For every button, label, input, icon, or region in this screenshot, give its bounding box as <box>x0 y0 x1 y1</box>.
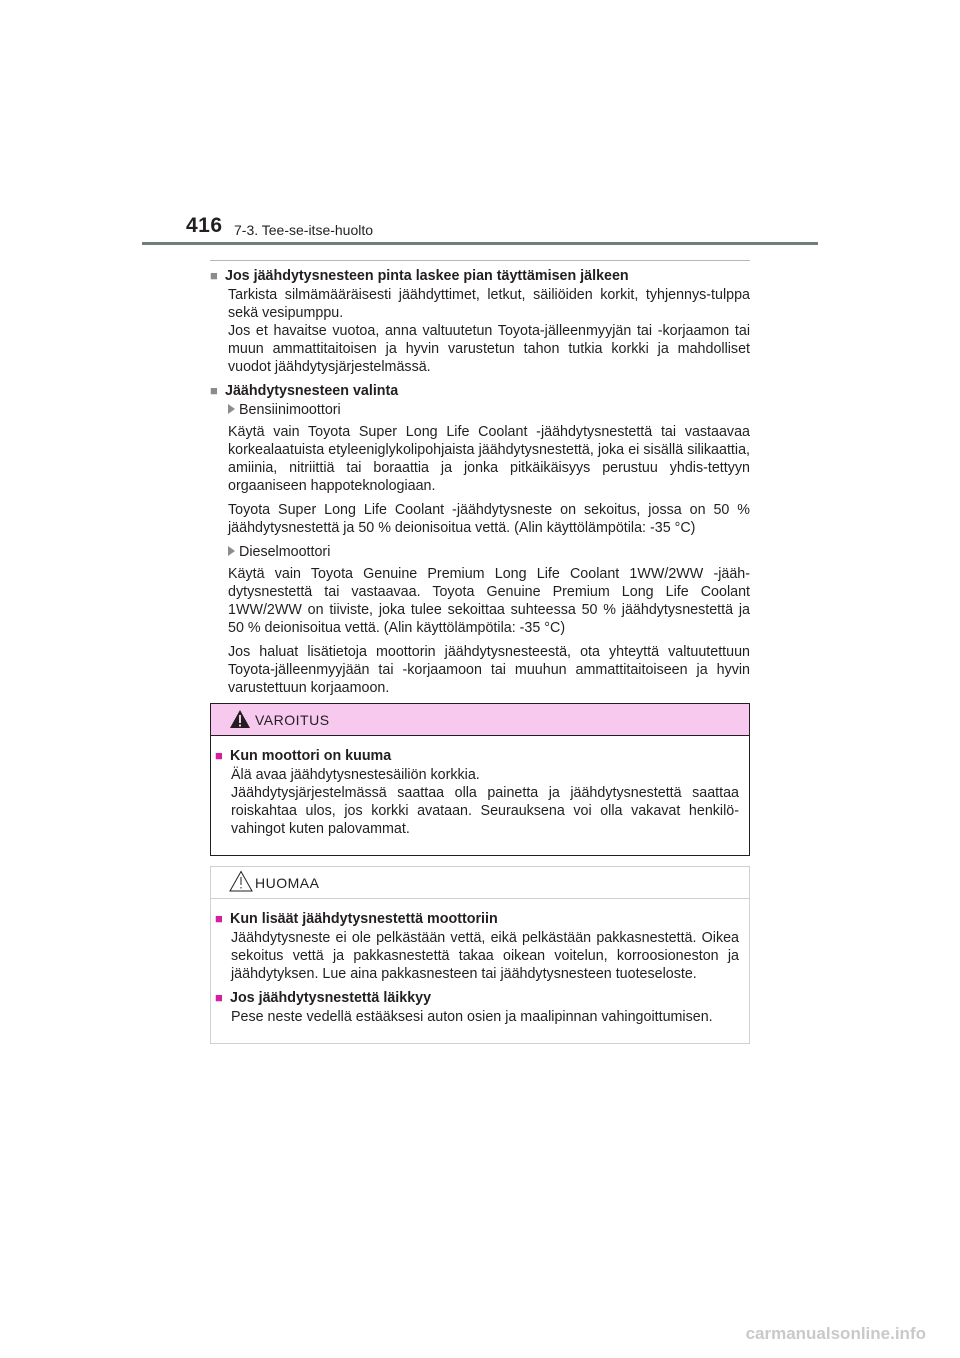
warning-label: VAROITUS <box>255 712 330 728</box>
paragraph: Käytä vain Toyota Super Long Life Coolant -jäähdytysnestettä tai vastaavaa korkealaatuista etyleeniglykolipohjaista jäähdytysnestettä, joka ei sisällä silikaattia, amiinia, nitriittiä tai boraattia ja jonka pitkäikäisyys perustuu yhdis-tettyyn orgaaniseen happoteknologiaan. <box>228 424 750 494</box>
notice-heading <box>215 989 739 1007</box>
page-number: 416 <box>186 214 223 237</box>
subheading-text: Dieselmoottori <box>239 544 331 560</box>
section-coolant-selection <box>210 382 750 697</box>
warning-header <box>211 704 749 736</box>
paragraph: Jos et havaitse vuotoa, anna valtuutetun Toyota-jälleenmyyjän tai -korjaamon tai muun ammattitaitoisen ja hyvin varustetun tahon tutkia korkki ja mahdolliset vuodot jäähdytysjärjestelmässä. <box>228 323 750 375</box>
triangle-bullet-icon <box>228 546 235 556</box>
section-heading <box>210 267 750 285</box>
content-top-rule <box>210 260 750 261</box>
heading-text: Kun moottori on kuuma <box>230 748 392 764</box>
paragraph: Käytä vain Toyota Genuine Premium Long Life Coolant 1WW/2WW -jääh-dytysnestettä tai vastaavaa. Toyota Genuine Premium Long Life Coolant 1WW/2WW on tiiviste, joka tulee sekoittaa suhteessa 50 % jäähdytysnestettä ja 50 % deionisoitua vettä. (Alin käyttölämpötila: -35 °C) <box>228 566 750 636</box>
subheading-petrol <box>228 401 750 419</box>
warning-body <box>211 736 749 838</box>
square-bullet-icon: ■ <box>210 268 218 283</box>
warning-box <box>210 703 750 856</box>
section-heading <box>210 382 750 400</box>
triangle-bullet-icon <box>228 404 235 414</box>
caution-triangle-icon <box>229 870 253 892</box>
warning-triangle-icon <box>229 709 251 729</box>
notice-header <box>211 867 749 899</box>
main-content <box>210 267 750 703</box>
paragraph: Pese neste vedellä estääksesi auton osien ja maalipinnan vahingoittumisen. <box>231 1009 713 1025</box>
square-bullet-icon: ■ <box>215 748 223 763</box>
heading-text: Jos jäähdytysnestettä läikkyy <box>230 990 432 1006</box>
warning-heading <box>215 747 739 765</box>
paragraph: Jäähdytysneste ei ole pelkästään vettä, eikä pelkästään pakkasnestettä. Oikea sekoitus vettä ja pakkasnestettä takaa oikean voitelun, korroosioneston ja jäähdytyksen. Lue aina pakkasnesteen tai jäähdytysnesteen tuoteseloste. <box>231 930 739 982</box>
footer-watermark: carmanualsonline.info <box>745 1324 926 1343</box>
paragraph: Jäähdytysjärjestelmässä saattaa olla painetta ja jäähdytysnestettä saattaa roiskahtaa ulos, jos korkki avataan. Seurauksena voi olla vakavat henkilö-vahingot kuten palovammat. <box>231 785 739 837</box>
notice-body <box>211 899 749 1026</box>
square-bullet-icon: ■ <box>215 990 223 1005</box>
header-rule <box>142 242 818 245</box>
paragraph: Jos haluat lisätietoja moottorin jäähdytysnesteestä, ota yhteyttä valtuutettuun Toyota-jälleenmyyjään tai -korjaamoon tai muuhun ammattitaitoiseen ja hyvin varustettuun korjaamoon. <box>228 644 750 696</box>
paragraph: Toyota Super Long Life Coolant -jäähdytysneste on sekoitus, jossa on 50 % jäähdytysnestettä ja 50 % deionisoitua vettä. (Alin käyttölämpötila: -35 °C) <box>228 502 750 536</box>
notice-heading <box>215 910 739 928</box>
section-coolant-drops <box>210 267 750 376</box>
square-bullet-icon: ■ <box>210 383 218 398</box>
subheading-text: Bensiinimoottori <box>239 402 341 418</box>
square-bullet-icon: ■ <box>215 911 223 926</box>
subheading-diesel <box>228 543 750 561</box>
notice-box <box>210 866 750 1044</box>
heading-text: Jäähdytysnesteen valinta <box>225 383 399 399</box>
paragraph: Älä avaa jäähdytysnestesäiliön korkkia. <box>231 767 480 783</box>
heading-text: Kun lisäät jäähdytysnestettä moottoriin <box>230 911 498 927</box>
heading-text: Jos jäähdytysnesteen pinta laskee pian täyttämisen jälkeen <box>225 268 629 284</box>
paragraph: Tarkista silmämääräisesti jäähdyttimet, letkut, säiliöiden korkit, tyhjennys-tulppa sekä vesipumppu. <box>228 287 750 321</box>
section-title: 7-3. Tee-se-itse-huolto <box>234 222 374 238</box>
notice-label: HUOMAA <box>255 875 320 891</box>
